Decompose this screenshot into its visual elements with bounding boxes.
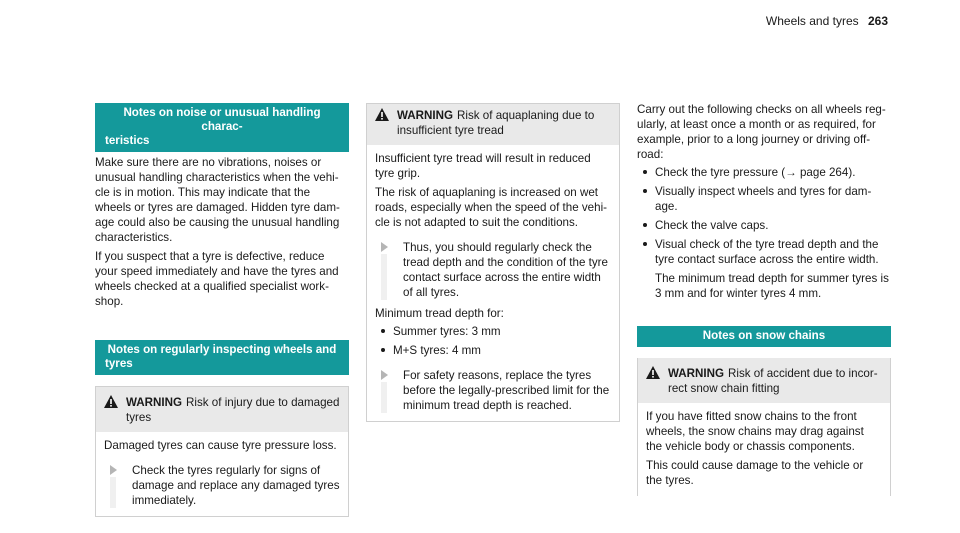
- action-arrow-icon: [381, 370, 388, 380]
- aquaplaning-warning-body: [367, 145, 619, 421]
- list-item: Visual check of the tyre tread depth and the tyre contact surface across the entire width.: [637, 237, 891, 267]
- action-bar: [381, 254, 387, 300]
- noise-heading-line1: Notes on noise or unusual handling charac-: [123, 106, 321, 133]
- min-tread-note: The minimum tread depth for summer tyres is 3 mm and for winter tyres 4 mm.: [655, 272, 889, 300]
- min-tread-label: Minimum tread depth for:: [375, 307, 504, 320]
- aquaplaning-warning-header: [367, 104, 619, 145]
- list-item: Check the valve caps.: [637, 218, 891, 233]
- warning-text: Risk of accident due to incor-rect snow chain fitting: [668, 367, 878, 395]
- snow-chains-heading: Notes on snow chains: [637, 326, 891, 347]
- noise-heading-line2: teristics: [105, 134, 150, 147]
- section-title: Wheels and tyres: [765, 14, 859, 28]
- warning-body-text: Damaged tyres can cause tyre pressure loss.: [104, 439, 337, 452]
- injury-warning-header: [96, 387, 348, 432]
- snow-warning-box: [637, 358, 891, 496]
- warning-text: Risk of injury due to damaged tyres: [126, 396, 340, 424]
- aquaplaning-paragraph-1: Insufficient tyre tread will result in reduced tyre grip.: [375, 152, 591, 180]
- action-bar: [381, 382, 387, 413]
- action-bar: [110, 477, 116, 508]
- inspect-heading-line1: Notes on regularly inspecting wheels and: [107, 343, 337, 356]
- page-header: [766, 14, 888, 29]
- column-1: [95, 103, 349, 517]
- injury-warning-box: [95, 386, 349, 517]
- warning-label: WARNING: [668, 367, 725, 380]
- warning-triangle-icon: [646, 366, 660, 379]
- action-step-2: [375, 368, 611, 413]
- checks-intro: Carry out the following checks on all wheels reg-ularly, at least once a month or as required, for example, prior to a long journey or driving off-road:: [637, 103, 886, 161]
- action-arrow-icon: [110, 465, 117, 475]
- snow-paragraph-1: If you have fitted snow chains to the front wheels, the snow chains may drag against the vehicle body or chassis components.: [646, 410, 864, 453]
- action-text: For safety reasons, replace the tyres before the legally-prescribed limit for the minimum tread depth is reached.: [403, 369, 610, 412]
- noise-heading: [95, 103, 349, 152]
- snow-warning-header: [638, 358, 890, 403]
- action-step-1: [375, 240, 611, 300]
- inspect-heading: [95, 340, 349, 375]
- column-2: [366, 103, 620, 422]
- list-item: M+S tyres: 4 mm: [375, 343, 611, 358]
- aquaplaning-warning-box: [366, 103, 620, 422]
- column-3: [637, 102, 891, 496]
- noise-paragraph-2: If you suspect that a tyre is defective, reduce your speed immediately and have the tyres and wheels checked at a qualified specialist work-shop.: [95, 250, 339, 308]
- warning-text: Risk of aquaplaning due to insufficient tyre tread: [397, 109, 595, 137]
- warning-label: WARNING: [397, 109, 454, 122]
- aquaplaning-paragraph-2: The risk of aquaplaning is increased on wet roads, especially when the speed of the vehi-cle is not adapted to suit the conditions.: [375, 186, 608, 229]
- inspect-heading-line2: tyres: [105, 357, 133, 370]
- snow-paragraph-2: This could cause damage to the vehicle or the tyres.: [646, 459, 864, 487]
- warning-label: WARNING: [126, 396, 183, 409]
- warning-triangle-icon: [375, 108, 389, 121]
- action-arrow-icon: [381, 242, 388, 252]
- snow-warning-body: [638, 403, 890, 496]
- list-item: Check the tyre pressure (→ page 264).: [637, 165, 891, 180]
- checks-list: [637, 165, 891, 267]
- min-tread-list: [375, 324, 611, 358]
- list-item: Summer tyres: 3 mm: [375, 324, 611, 339]
- noise-paragraph-1: Make sure there are no vibrations, noises or unusual handling characteristics when the vehi-cle is in motion. This may indicate that the wheels or tyres are damaged. Hidden tyre dam-age could also be causing the unusual handling characteristics.: [95, 156, 340, 244]
- list-item: Visually inspect wheels and tyres for dam-age.: [637, 184, 891, 214]
- injury-warning-body: [96, 432, 348, 516]
- action-text: Check the tyres regularly for signs of damage and replace any damaged tyres immediately.: [132, 464, 340, 507]
- action-text: Thus, you should regularly check the tread depth and the condition of the tyre contact surface across the entire width of all tyres.: [403, 241, 608, 299]
- page-number: 263: [867, 14, 888, 28]
- warning-triangle-icon: [104, 395, 118, 408]
- action-step: [104, 463, 340, 508]
